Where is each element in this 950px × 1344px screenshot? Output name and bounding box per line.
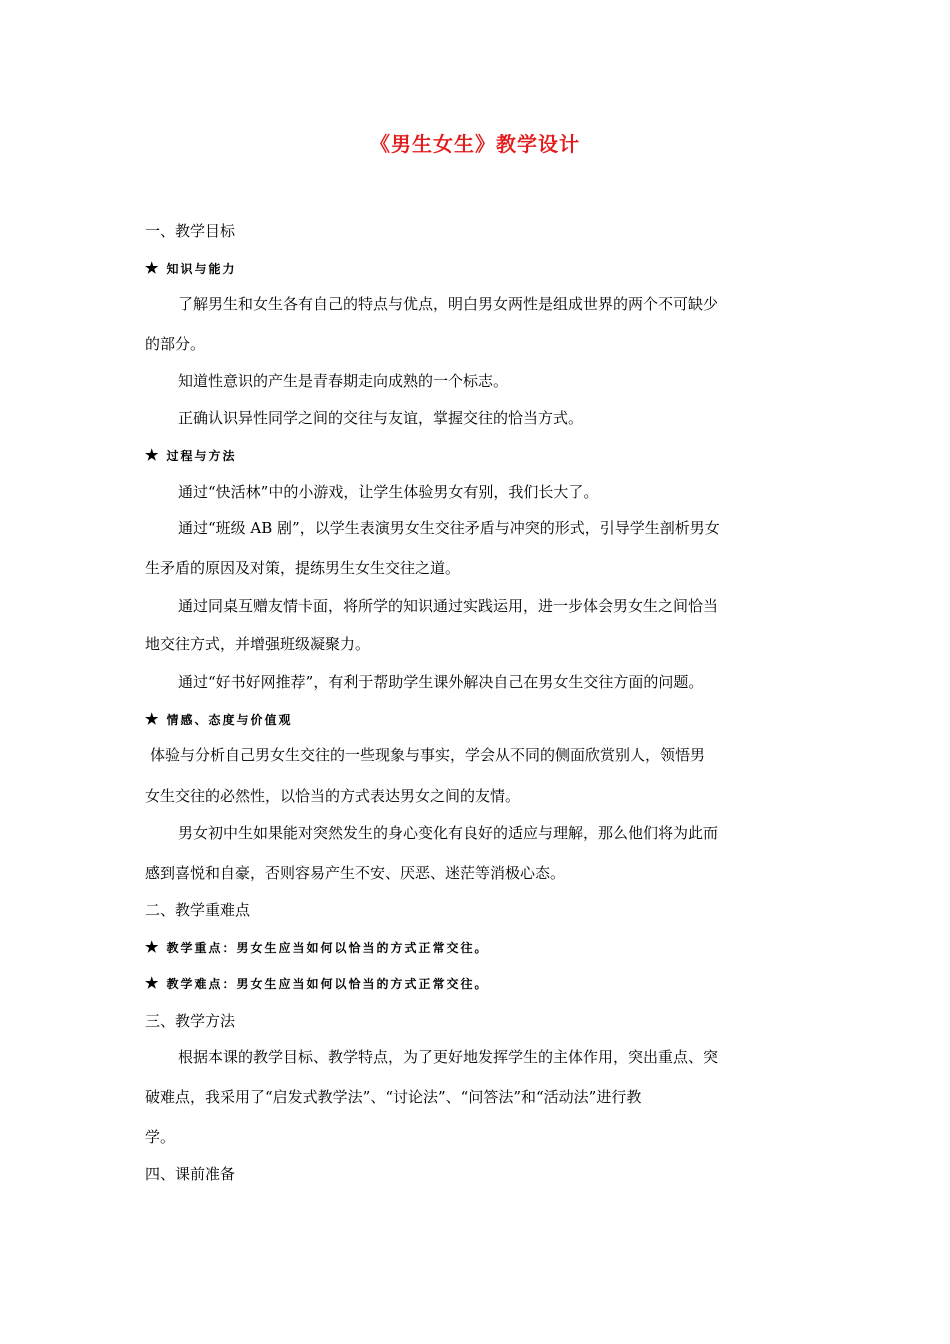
paragraph-line: 通过“好书好网推荐”，有利于帮助学生课外解决自己在男女生交往方面的问题。 — [178, 673, 704, 691]
paragraph-line: 了解男生和女生各有自己的特点与优点，明白男女两性是组成世界的两个不可缺少 — [178, 295, 719, 313]
subheading-label: 过程与方法 — [166, 449, 237, 463]
paragraph-line: 的部分。 — [145, 335, 206, 353]
subheading-label: 情感、态度与价值观 — [166, 713, 293, 727]
subheading-knowledge — [145, 258, 805, 279]
paragraph-line: 男女初中生如果能对突然发生的身心变化有良好的适应与理解，那么他们将为此而 — [178, 824, 719, 842]
subheading-values — [145, 709, 805, 730]
section-heading-preparation: 四、课前准备 — [145, 1165, 236, 1183]
difficulty-text: 教学难点：男女生应当如何以恰当的方式正常交往。 — [166, 977, 489, 991]
subheading-process — [145, 445, 805, 466]
paragraph-line: 通过“快活林”中的小游戏，让学生体验男女有别，我们长大了。 — [178, 483, 599, 501]
section-heading-methods: 三、教学方法 — [145, 1012, 236, 1030]
paragraph-line: 根据本课的教学目标、教学特点，为了更好地发挥学生的主体作用，突出重点、突 — [178, 1048, 719, 1066]
paragraph-line: 破难点，我采用了“启发式教学法”、“讨论法”、“问答法”和“活动法”进行教 — [145, 1088, 642, 1106]
paragraph-line: 生矛盾的原因及对策，提练男生女生交往之道。 — [145, 559, 461, 577]
paragraph-line: 地交往方式，并增强班级凝聚力。 — [145, 635, 371, 653]
key-point-line — [145, 937, 805, 958]
difficulty-line — [145, 973, 805, 994]
star-icon: ★ — [145, 938, 159, 956]
section-heading-key-points: 二、教学重难点 — [145, 901, 251, 919]
paragraph-line: 女生交往的必然性，以恰当的方式表达男女之间的友情。 — [145, 787, 521, 805]
paragraph-line: 学。 — [145, 1128, 176, 1146]
paragraph-line: 知道性意识的产生是青春期走向成熟的一个标志。 — [178, 372, 509, 390]
star-icon: ★ — [145, 259, 159, 277]
paragraph-line: 感到喜悦和自豪，否则容易产生不安、厌恶、迷茫等消极心态。 — [145, 864, 566, 882]
star-icon: ★ — [145, 710, 159, 728]
star-icon: ★ — [145, 974, 159, 992]
key-point-text: 教学重点：男女生应当如何以恰当的方式正常交往。 — [166, 941, 489, 955]
section-heading-objectives: 一、教学目标 — [145, 222, 236, 240]
document-title: 《男生女生》教学设计 — [370, 132, 580, 156]
paragraph-line: 通过“班级 AB 剧”，以学生表演男女生交往矛盾与冲突的形式，引导学生剖析男女 — [178, 519, 720, 537]
paragraph-line: 体验与分析自己男女生交往的一些现象与事实，学会从不同的侧面欣赏别人，领悟男 — [150, 746, 706, 764]
subheading-label: 知识与能力 — [166, 262, 237, 276]
paragraph-line: 通过同桌互赠友情卡面，将所学的知识通过实践运用，进一步体会男女生之间恰当 — [178, 597, 719, 615]
star-icon: ★ — [145, 446, 159, 464]
paragraph-line: 正确认识异性同学之间的交往与友谊，掌握交往的恰当方式。 — [178, 409, 584, 427]
